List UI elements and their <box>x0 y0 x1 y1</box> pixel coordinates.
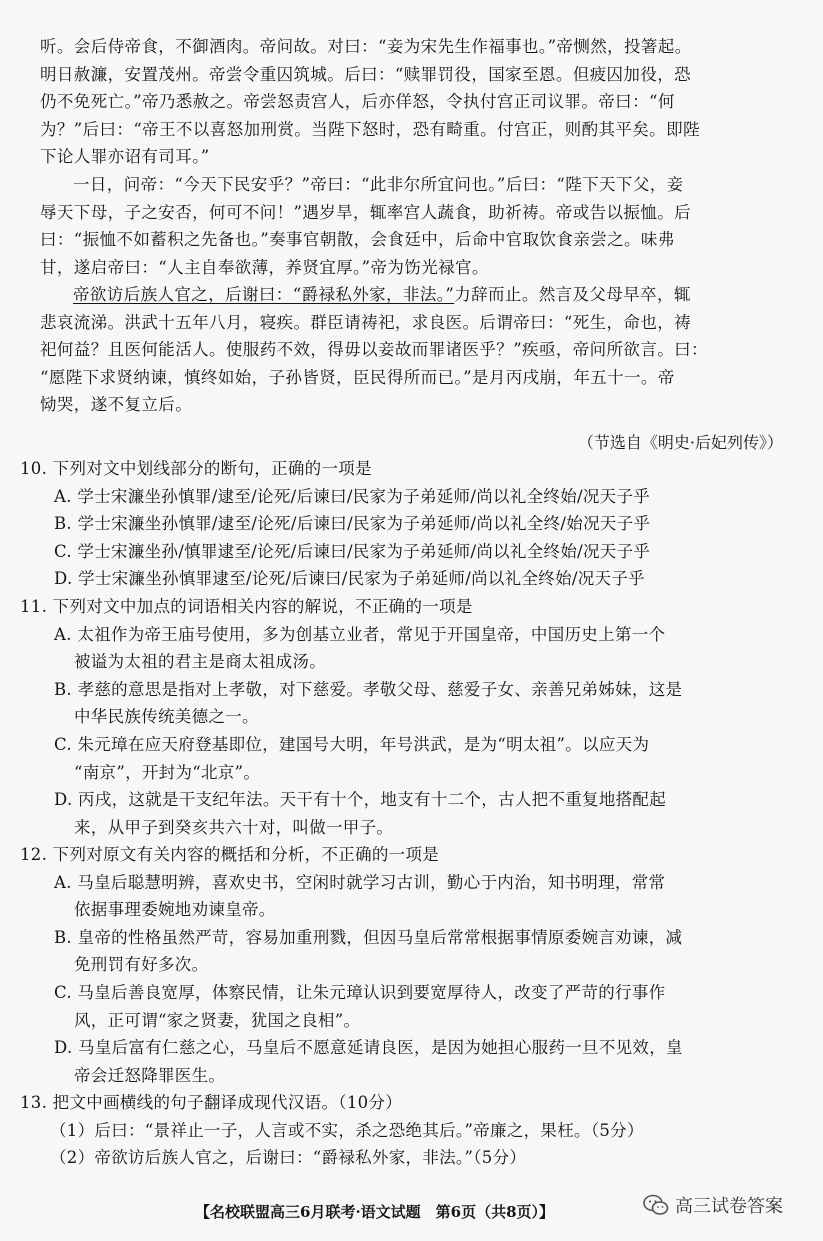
wechat-icon <box>643 1194 669 1216</box>
passage-line: 曰：“振恤不如蓄积之先备也。”奏事官朝散，会食廷中，后命中官取饮食亲尝之。味弗 <box>40 230 675 250</box>
question-stem: 10. 下列对文中划线部分的断句，正确的一项是 <box>20 459 372 478</box>
page-footer: 【名校联盟高三6月联考·语文试题 第6页（共8页）】 <box>195 1203 555 1221</box>
passage-line-rest: 力辞而止。然言及父母早卒，辄 <box>454 285 691 304</box>
question-11 <box>20 593 810 841</box>
passage-line: 听。会后侍帝食，不御酒肉。帝问故。对曰：“妾为宋先生作福事也。”帝恻然，投箸起。 <box>40 37 692 56</box>
sub-question-1: （1）后曰：“景祥止一子，人言或不实，杀之恐绝其后。”帝廉之，果枉。（5分） <box>50 1120 644 1140</box>
option-d: D. 马皇后富有仁慈之心，马皇后不愿意延请良医，是因为她担心服药一旦不见效，皇 帝会迁怒降罪医生。 <box>54 1038 683 1085</box>
passage-line: “愿陛下求贤纳谏，慎终如始，子孙皆贤，臣民得所而已。”是月丙戌崩，年五十一。帝 <box>40 367 675 387</box>
question-10 <box>20 455 810 593</box>
question-stem: 13. 把文中画横线的句子翻译成现代汉语。（10分） <box>20 1093 403 1112</box>
passage-line: 为？”后曰：“帝王不以喜怒加刑赏。当陛下怒时，恐有畸重。付宫正，则酌其平矣。即陛 <box>40 119 700 139</box>
option-a: A. 学士宋濂坐孙慎罪/逮至/论死/后谏曰/民家为子弟延师/尚以礼全终始/况天子乎 <box>54 486 651 506</box>
question-stem: 11. 下列对文中加点的词语相关内容的解说，不正确的一项是 <box>20 597 473 616</box>
passage-source: （节选自《明史·后妃列传》） <box>577 433 783 452</box>
option-d: D. 丙戌，这就是干支纪年法。天干有十个，地支有十二个，古人把不重复地搭配起 来，从甲子到癸亥共六十对，叫做一甲子。 <box>54 790 667 837</box>
passage-line: 仍不免死亡。”帝乃悉赦之。帝尝怒责宫人，后亦佯怒，令执付宫正司议罪。帝曰：“何 <box>40 92 675 112</box>
passage-line: 恸哭，遂不复立后。 <box>40 395 193 415</box>
passage-paragraph-3 <box>40 281 800 419</box>
question-12 <box>20 841 810 1089</box>
passage-paragraph-1 <box>40 33 800 171</box>
passage-line: 甘，遂启帝曰：“人主自奉欲薄，养贤宜厚。”帝为饬光禄官。 <box>40 257 489 277</box>
passage-paragraph-2 <box>40 171 800 281</box>
option-b: B. 学士宋濂坐孙慎罪/逮至/论死/后谏曰/民家为子弟延师/尚以礼全终/始况天子乎 <box>54 514 651 534</box>
option-b: B. 皇帝的性格虽然严苛，容易加重刑戮，但因马皇后常常根据事情原委婉言劝谏，减 免刑罚有好多次。 <box>54 927 683 975</box>
sub-question-2: （2）帝欲访后族人官之，后谢曰：“爵禄私外家，非法。”（5分） <box>50 1148 527 1168</box>
passage-line <box>40 281 800 309</box>
passage-line: 辱天下母，子之安否，何可不问！”遇岁旱，辄率宫人蔬食，助祈祷。帝或告以振恤。后 <box>40 202 692 222</box>
watermark <box>643 1192 783 1218</box>
option-b: B. 孝慈的意思是指对上孝敬，对下慈爱。孝敬父母、慈爱子女、亲善兄弟姊妹，这是 中华民族传统美德之一。 <box>54 679 683 727</box>
passage-line: 祀何益？且医何能活人。使服药不效，得毋以妾故而罪诸医乎？”疾亟，帝问所欲言。曰： <box>40 340 708 360</box>
passage-line: 明日赦濂，安置茂州。帝尝令重囚筑城。后曰：“赎罪罚役，国家至恩。但疲囚加役，恐 <box>40 64 692 84</box>
passage-line: 下论人罪亦诏有司耳。” <box>40 147 210 167</box>
option-c: C. 朱元璋在应天府登基即位，建国号大明，年号洪武，是为“明太祖”。以应天为 “南京”，开封为“北京”。 <box>54 734 650 782</box>
option-d: D. 学士宋濂坐孙慎罪逮至/论死/后谏曰/民家为子弟延师/尚以礼全终始/况天子乎 <box>54 569 645 589</box>
option-c: C. 马皇后善良宽厚，体察民情，让朱元璋认识到要宽厚待人，改变了严苛的行事作 风，正可谓“家之贤妻，犹国之良相”。 <box>54 982 666 1030</box>
option-c: C. 学士宋濂坐孙/慎罪逮至/论死/后谏曰/民家为子弟延师/尚以礼全终始/况天子乎 <box>54 541 651 561</box>
passage-line: 一日，问帝：“今天下民安乎？”帝曰：“此非尔所宜问也。”后曰：“陛下天下父，妾 <box>73 175 684 194</box>
option-a: A. 太祖作为帝王庙号使用，多为创基立业者，常见于开国皇帝，中国历史上第一个 被谥为太祖的君主是商太祖成汤。 <box>54 624 666 672</box>
question-13 <box>20 1089 810 1172</box>
passage-line: 悲哀流涕。洪武十五年八月，寝疾。群臣请祷祀，求良医。后谓帝曰：“死生，命也，祷 <box>40 312 692 332</box>
question-stem: 12. 下列对原文有关内容的概括和分析，不正确的一项是 <box>20 845 440 864</box>
watermark-text: 高三试卷答案 <box>675 1196 783 1217</box>
underlined-sentence: 帝欲访后族人官之，后谢曰：“爵禄私外家，非法。” <box>73 285 455 304</box>
option-a: A. 马皇后聪慧明辨，喜欢史书，空闲时就学习古训，勤心于内治，知书明理，常常 依据事理委婉地劝谏皇帝。 <box>54 872 666 920</box>
